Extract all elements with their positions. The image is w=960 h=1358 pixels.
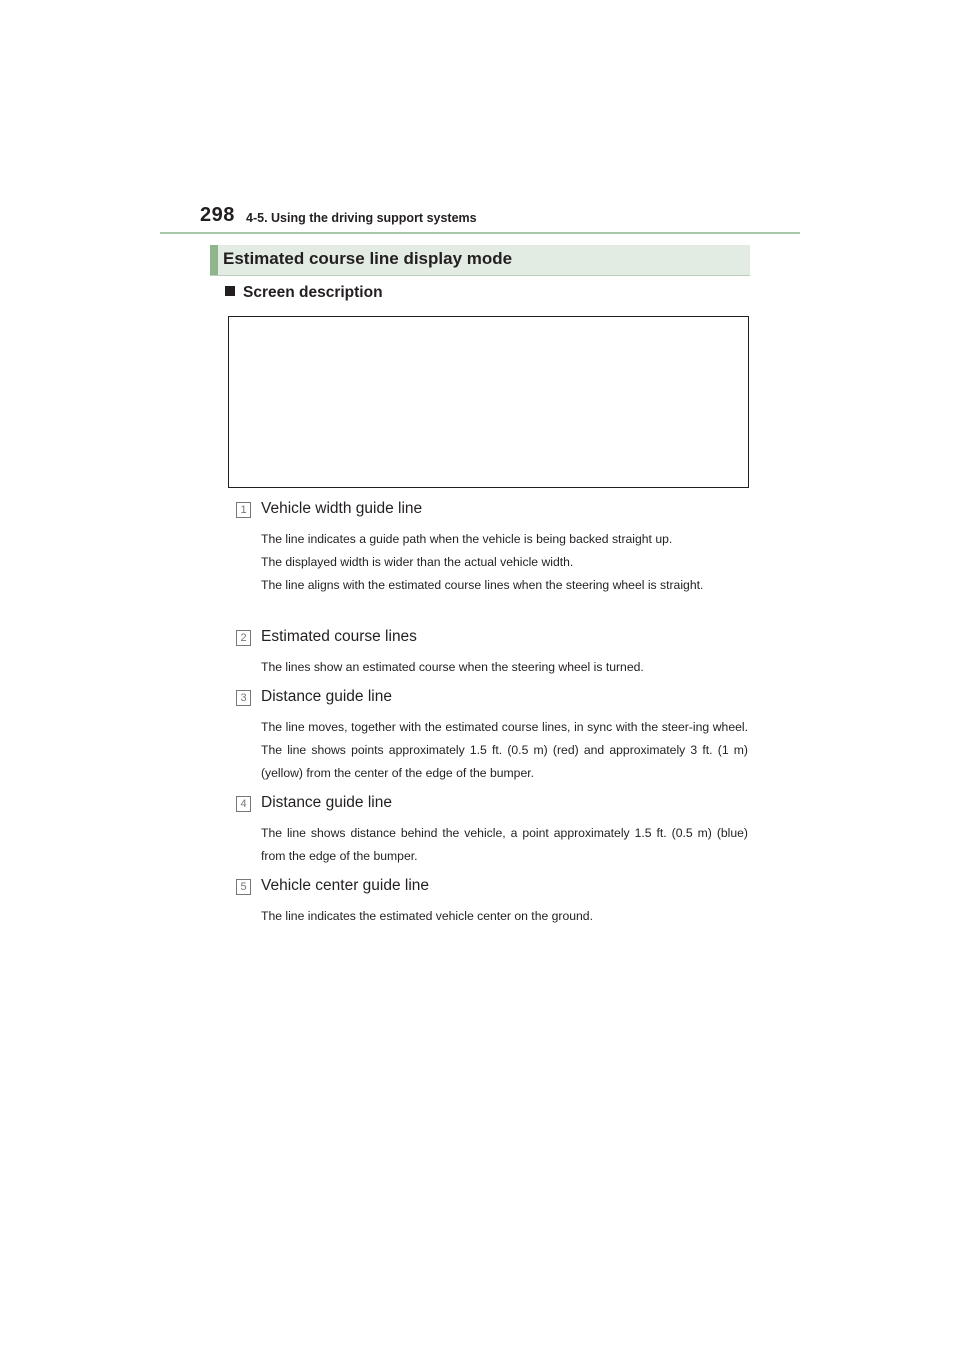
- item-paragraph: The displayed width is wider than the actual vehicle width.: [261, 555, 574, 569]
- header-divider: [160, 232, 800, 234]
- item-number-badge: 1: [236, 502, 251, 518]
- item-paragraph: The line aligns with the estimated course lines when the steering wheel is straight.: [261, 578, 704, 592]
- page-header: [160, 200, 800, 236]
- section-title: Estimated course line display mode: [223, 249, 513, 268]
- screen-illustration-frame: [228, 316, 749, 488]
- item-description: [261, 528, 748, 597]
- item-title: Vehicle center guide line: [261, 877, 430, 894]
- item-number-badge: 4: [236, 796, 251, 812]
- item-description: [261, 656, 748, 679]
- item-paragraph: The line moves, together with the estimated course lines, in sync with the steer-ing wheel. The line shows points approximately 1.5 ft. (0.5 m) (red) and approximately 3 ft. (1 m) (yellow) from the center of the edge of the bumper.: [261, 720, 748, 780]
- subheading: [225, 284, 383, 302]
- item-description: [261, 822, 748, 868]
- section-breadcrumb: 4-5. Using the driving support systems: [246, 211, 477, 225]
- page-number: 298: [200, 204, 235, 226]
- item-paragraph: The line indicates the estimated vehicle center on the ground.: [261, 909, 593, 923]
- item-number-badge: 2: [236, 630, 251, 646]
- section-heading-box: [210, 245, 750, 276]
- item-description: [261, 905, 748, 928]
- item-paragraph: The line shows distance behind the vehicle, a point approximately 1.5 ft. (0.5 m) (blue) from the edge of the bumper.: [261, 826, 748, 863]
- square-bullet-icon: [225, 286, 235, 296]
- item-title: Estimated course lines: [261, 628, 417, 645]
- item-paragraph: The lines show an estimated course when the steering wheel is turned.: [261, 660, 644, 674]
- subheading-text: Screen description: [243, 284, 383, 301]
- item-paragraph: The line indicates a guide path when the vehicle is being backed straight up.: [261, 532, 673, 546]
- item-number-badge: 5: [236, 879, 251, 895]
- item-description: [261, 716, 748, 785]
- item-number-badge: 3: [236, 690, 251, 706]
- item-title: Vehicle width guide line: [261, 500, 423, 517]
- section-accent-bar: [210, 245, 218, 275]
- item-title: Distance guide line: [261, 794, 392, 811]
- item-title: Distance guide line: [261, 688, 392, 705]
